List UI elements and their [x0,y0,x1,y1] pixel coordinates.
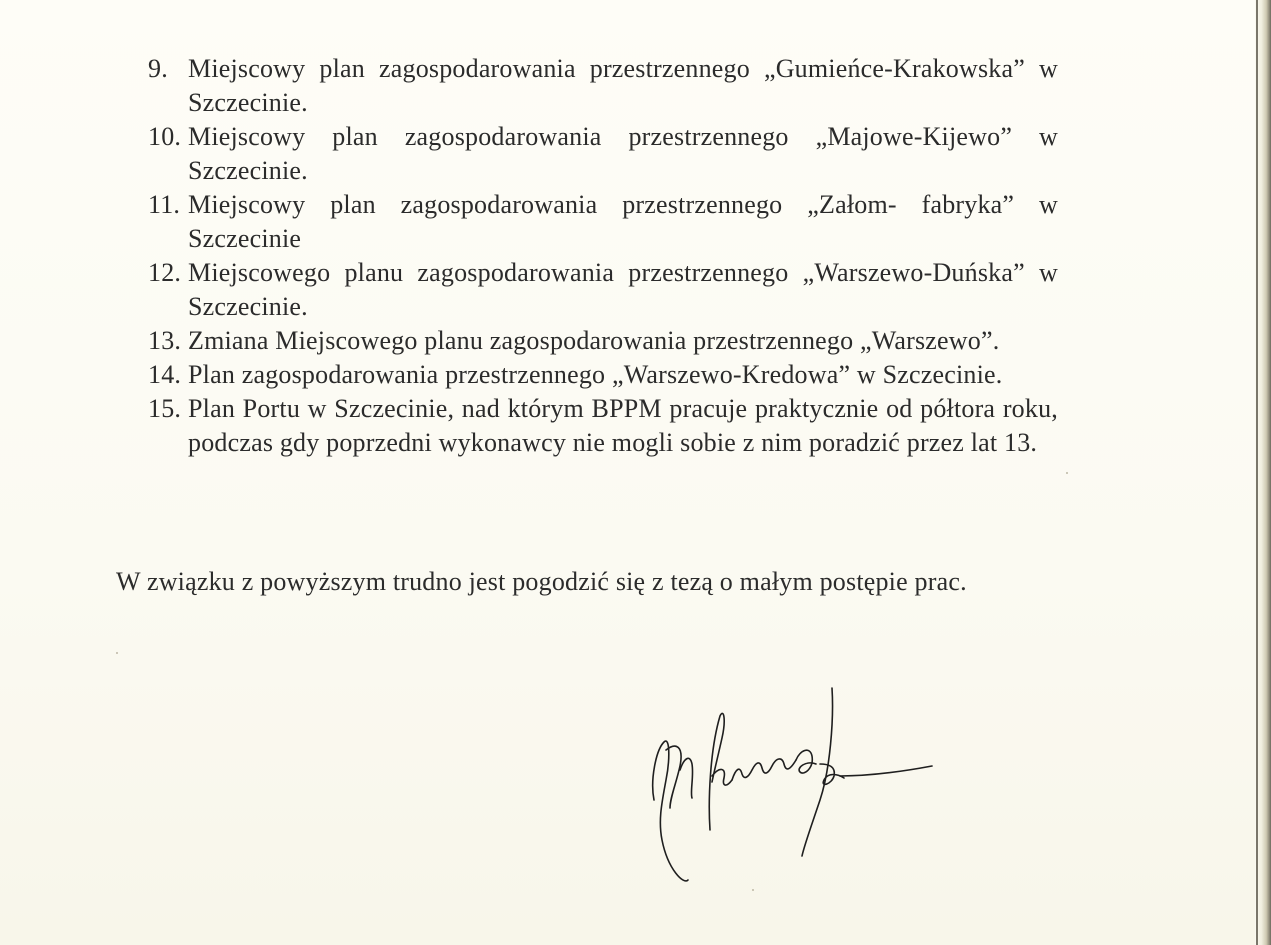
handwritten-signature [640,680,940,890]
list-item [148,52,1058,120]
list-item-number: 11. [148,190,181,219]
list-item-number: 9. [148,54,168,83]
paper-speck [752,889,754,891]
list-item-number: 15. [148,394,182,423]
list-item-text: Miejscowy plan zagospodarowania przestrzennego „Majowe-Kijewo” w Szczecinie. [188,122,1058,185]
list-item [148,120,1058,188]
paper-speck [116,652,118,654]
list-item [148,188,1058,256]
list-item-number: 12. [148,258,182,287]
plan-list [148,52,1058,460]
paper-speck [1066,472,1068,474]
list-item [148,358,1058,392]
list-item-number: 14. [148,360,182,389]
page-edge-line [1256,0,1258,945]
list-item-text: Miejscowego planu zagospodarowania przestrzennego „Warszewo-Duńska” w Szczecinie. [188,258,1058,321]
list-item-text: Zmiana Miejscowego planu zagospodarowania przestrzennego „Warszewo”. [188,326,1000,355]
closing-paragraph: W związku z powyższym trudno jest pogodzić się z tezą o małym postępie prac. [116,567,967,596]
list-item [148,392,1058,460]
list-item-text: Miejscowy plan zagospodarowania przestrzennego „Załom- fabryka” w Szczecinie [188,190,1058,253]
list-item-number: 10. [148,122,182,151]
list-item-text: Plan Portu w Szczecinie, nad którym BPPM pracuje praktycznie od półtora roku, podczas gdy poprzedni wykonawcy nie mogli sobie z nim poradzić przez lat 13. [188,394,1058,457]
list-item-text: Plan zagospodarowania przestrzennego „Warszewo-Kredowa” w Szczecinie. [188,360,1003,389]
list-item-text: Miejscowy plan zagospodarowania przestrzennego „Gumieńce-Krakowska” w Szczecinie. [188,54,1058,117]
list-item-number: 13. [148,326,182,355]
list-item [148,256,1058,324]
list-item [148,324,1058,358]
